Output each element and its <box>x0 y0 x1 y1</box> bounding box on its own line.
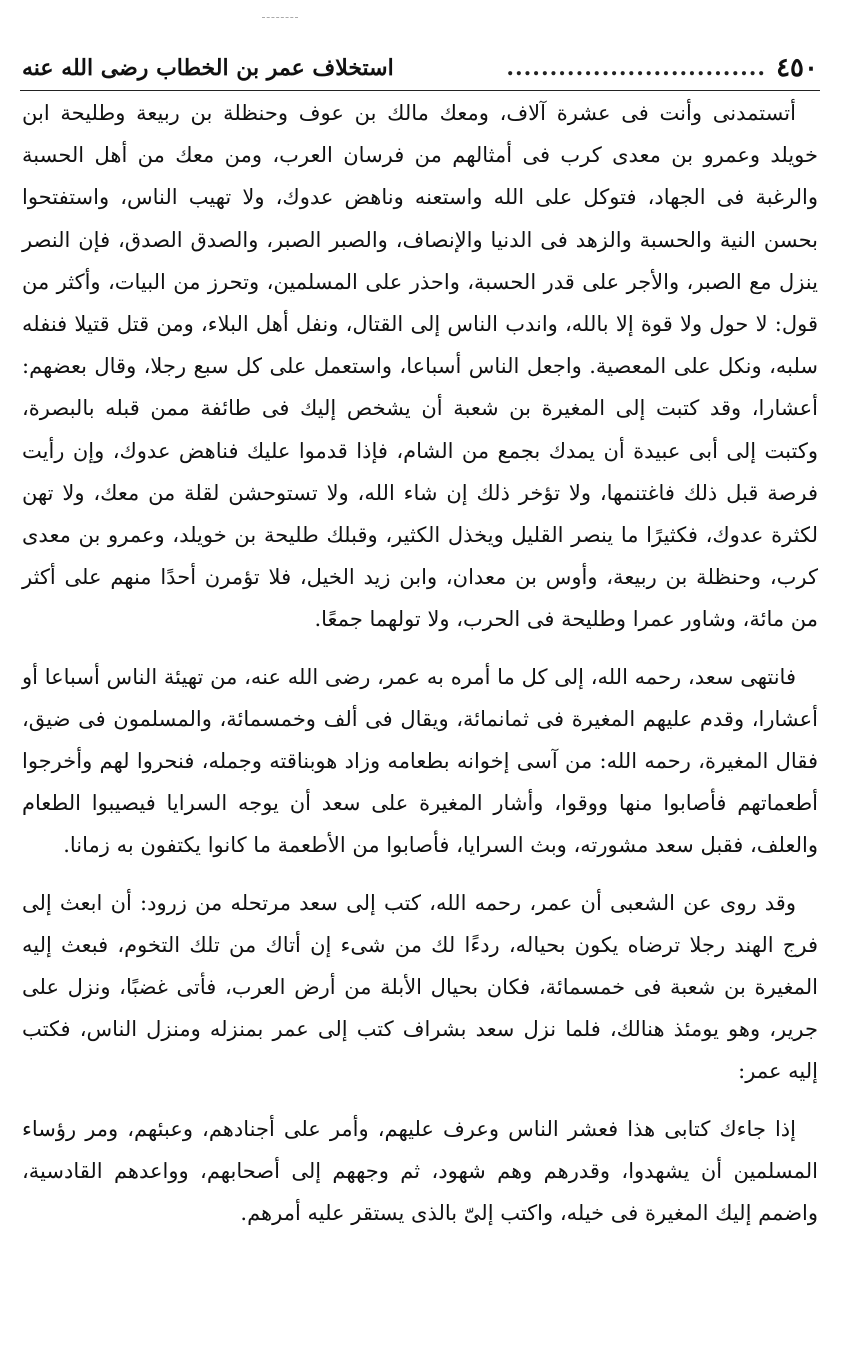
running-header <box>22 48 818 88</box>
header-leader-dots: .............................. <box>506 55 767 81</box>
paragraph-1: أتستمدنى وأنت فى عشرة آلاف، ومعك مالك بن عوف وحنظلة بن ربيعة وطليحة ابن خويلد وعمرو بن معدى كرب فى أمثالهم من فرسان العرب، ومن معك من أهل الحسبة والرغبة فى الجهاد، فتوكل على الله واستعنه وناهض عدوك، ولا تهيب الناس، واستفتحوا بحسن النية والحسبة والزهد فى الدنيا والإنصاف، والصبر الصبر، والصدق الصدق، فإن النصر ينزل مع الصبر، والأجر على قدر الحسبة، واحذر على المسلمين، وتحرز من البيات، وأكثر من قول: لا حول ولا قوة إلا بالله، واندب الناس إلى القتال، ونفل أهل البلاء، ومن قتل قتيلا فنفله سلبه، ونكل على المعصية. واجعل الناس أسباعا، واستعمل على كل سبع رجلا، وقال بعضهم: أعشارا، وقد كتبت إلى المغيرة بن شعبة أن يشخص إليك فى طائفة ممن قبله بالبصرة، وكتبت إلى أبى عبيدة أن يمدك بجمع من الشام، فإذا قدموا عليك فناهض عدوك، وإن رأيت فرصة قبل ذلك فاغتنمها، ولا تؤخر ذلك إن شاء الله، ولا تستوحشن لقلة من معك، ولا تهن لكثرة عدوك، فكثيرًا ما ينصر القليل ويخذل الكثير، وقبلك طليحة بن خويلد، وعمرو بن معدى كرب، وحنظلة بن ربيعة، وأوس بن معدان، وابن زيد الخيل، فلا تؤمرن أحدًا منهم على أكثر من مائة، وشاور عمرا وطليحة فى الحرب، ولا تولهما جمعًا. <box>22 101 818 632</box>
page-number: ٤٥٠ <box>776 53 818 83</box>
chapter-title: استخلاف عمر بن الخطاب رضى الله عنه <box>22 55 394 81</box>
header-rule <box>20 90 820 91</box>
paragraph-3: وقد روى عن الشعبى أن عمر، رحمه الله، كتب إلى سعد مرتحله من زرود: أن ابعث إلى فرج الهند رجلا ترضاه يكون بحياله، ردءًا لك من شىء إن أتاك من تلك التخوم، فبعث إليه المغيرة بن شعبة فى خمسمائة، فكان بحيال الأبلة من أرض العرب، فأتى غضبًا، ونزل على جرير، وهو يومئذ هنالك، فلما نزل سعد بشراف كتب إلى عمر بمنزله ومنزل الناس، فكتب إليه عمر: <box>22 890 818 1084</box>
paragraph-2: فانتهى سعد، رحمه الله، إلى كل ما أمره به عمر، رضى الله عنه، من تهيئة الناس أسباعا أو أعشارا، وقدم عليهم المغيرة فى ثمانمائة، ويقال فى ألف وخمسمائة، والمسلمون فى ضيق، فقال المغيرة، رحمه الله: من آسى إخوانه بطعامه وزاد هوبناقته وجمله، فنحروا لهم وأخرجوا أطعماتهم فأصابوا منها ووقوا، وأشار المغيرة على سعد أن يوجه السرايا فيصيبوا الطعام والعلف، فقبل سعد مشورته، وبث السرايا، فأصابوا من الأطعمة ما كانوا يكتفون به زمانا. <box>22 664 818 858</box>
paragraph-4: إذا جاءك كتابى هذا فعشر الناس وعرف عليهم، وأمر على أجنادهم، وعبئهم، ومر رؤساء المسلمين أن يشهدوا، وقدرهم وهم شهود، ثم وجههم إلى أصحابهم، وواعدهم القادسية، واضمم إليك المغيرة فى خيله، واكتب إلىّ بالذى يستقر عليه أمرهم. <box>22 1116 818 1226</box>
scan-mark <box>262 17 298 18</box>
body-text <box>22 92 818 1234</box>
